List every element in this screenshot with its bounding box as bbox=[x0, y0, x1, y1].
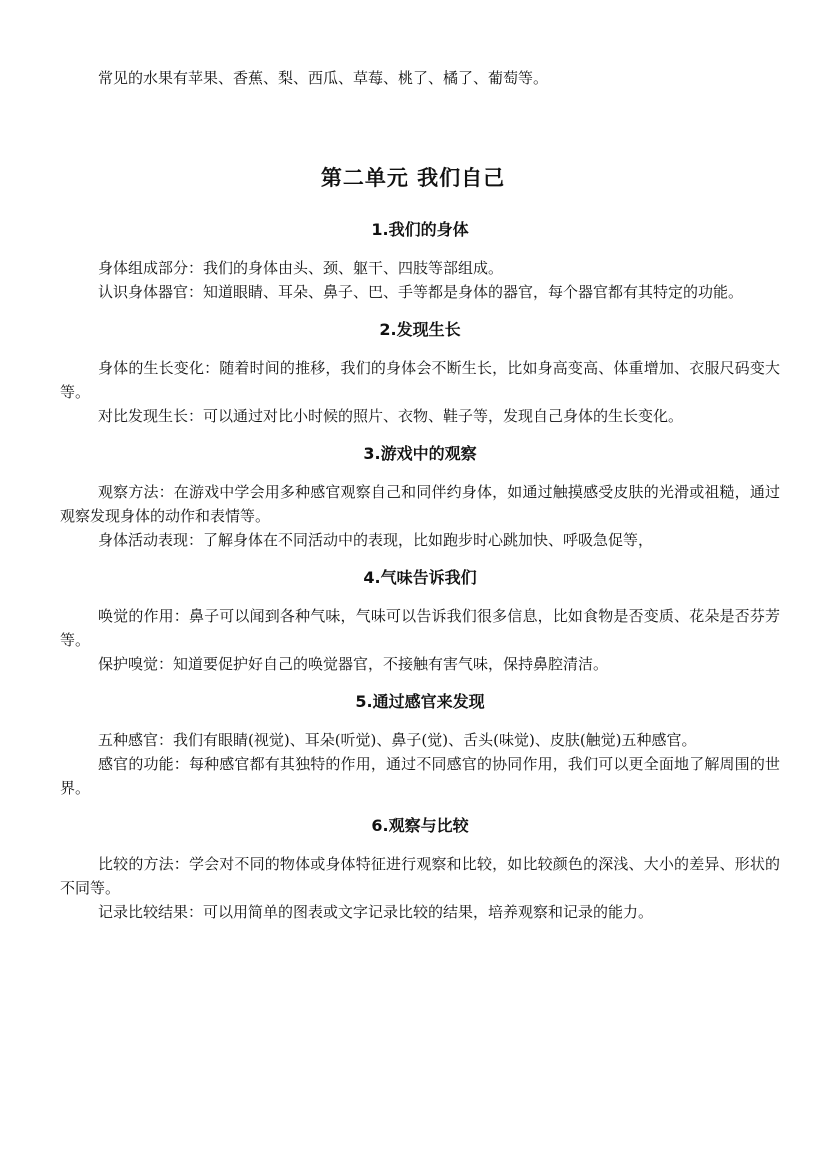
section-title: 2.发现生长 bbox=[379, 320, 461, 339]
section-paragraph: 五种感官：我们有眼睛(视觉)、耳朵(听觉)、鼻子(觉)、舌头(味觉)、皮肤(触觉)五种感官。 bbox=[98, 731, 697, 749]
intro-paragraph: 常见的水果有苹果、香蕉、梨、西瓜、草莓、桃了、橘了、葡萄等。 bbox=[98, 69, 549, 87]
section-paragraph: 对比发现生长：可以通过对比小时候的照片、衣物、鞋子等，发现自己身体的生长变化。 bbox=[98, 407, 684, 425]
section-paragraph: 记录比较结果：可以用简单的图表或文字记录比较的结果，培养观察和记录的能力。 bbox=[98, 903, 654, 921]
section-senses bbox=[60, 690, 780, 800]
section-game-observation bbox=[60, 442, 780, 552]
section-title: 3.游戏中的观察 bbox=[363, 444, 477, 463]
section-smell bbox=[60, 566, 780, 676]
section-body bbox=[60, 218, 780, 304]
section-title: 4.气味告诉我们 bbox=[363, 568, 477, 587]
unit-title: 第二单元 我们自己 bbox=[320, 166, 506, 190]
unit-content bbox=[60, 218, 780, 924]
section-growth bbox=[60, 318, 780, 428]
section-compare bbox=[60, 814, 780, 924]
section-title: 5.通过感官来发现 bbox=[355, 692, 485, 711]
section-paragraph: 认识身体器官：知道眼睛、耳朵、鼻子、巴、手等都是身体的器官，每个器官都有其特定的功能。 bbox=[98, 283, 744, 301]
section-paragraph: 身体组成部分：我们的身体由头、颈、躯干、四肢等部组成。 bbox=[98, 259, 504, 277]
section-paragraph: 感官的功能：每种感官都有其独特的作用，通过不同感官的协同作用，我们可以更全面地了解周围的世界。 bbox=[60, 755, 780, 797]
section-paragraph: 观察方法：在游戏中学会用多种感官观察自己和同伴约身体，如通过触摸感受皮肤的光滑或祖糙，通过观察发现身体的动作和表情等。 bbox=[60, 483, 780, 525]
section-paragraph: 身体活动表现：了解身体在不同活动中的表现，比如跑步时心跳加快、呼吸急促等， bbox=[98, 531, 654, 549]
section-title: 1.我们的身体 bbox=[371, 220, 469, 239]
section-paragraph: 唤觉的作用：鼻子可以闻到各种气味，气味可以告诉我们很多信息，比如食物是否变质、花朵是否芬芳等。 bbox=[60, 607, 780, 649]
section-paragraph: 身体的生长变化：随着时间的推移，我们的身体会不断生长，比如身高变高、体重增加、衣服尺码变大等。 bbox=[60, 359, 780, 401]
section-paragraph: 保护嗅觉：知道要促护好自己的唤觉器官，不接触有害气味，保持鼻腔清洁。 bbox=[98, 655, 609, 673]
section-paragraph: 比较的方法：学会对不同的物体或身体特征进行观察和比较，如比较颜色的深浅、大小的差异、形状的不同等。 bbox=[60, 855, 780, 897]
section-title: 6.观察与比较 bbox=[371, 816, 469, 835]
